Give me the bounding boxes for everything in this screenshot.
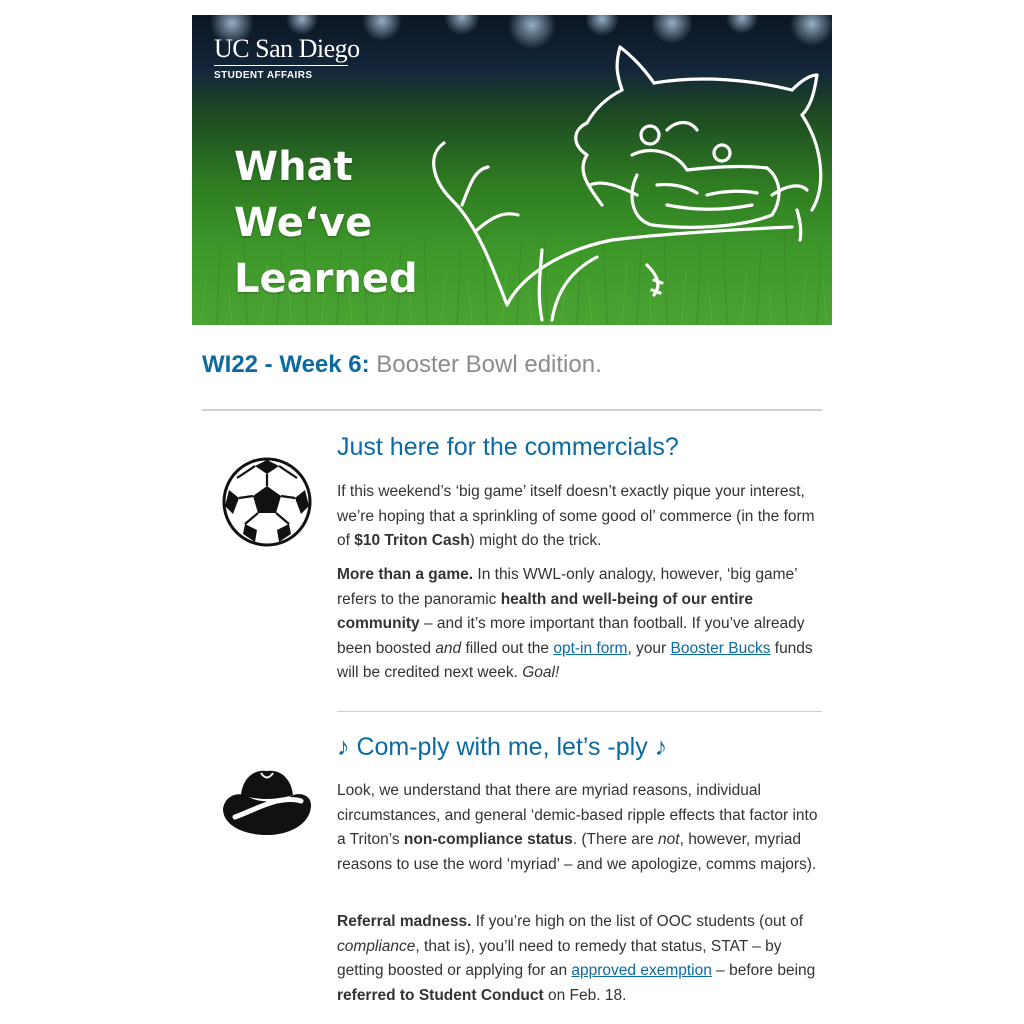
text: If this weekend’s ‘big game’ itself doesn’t exactly pique your interest, we’re hoping that a sprinkling of some good ol’ commerce (in the form of <box>337 483 815 549</box>
section-compliance-paragraph-2 <box>337 910 823 1008</box>
divider <box>337 711 822 712</box>
text: , that is), you’ll need to remedy that status, STAT – by getting boosted or applying for an <box>337 937 782 979</box>
emphasis: non-compliance status <box>403 831 573 848</box>
emphasis: Goal! <box>522 664 560 681</box>
lead-in: More than a game. <box>337 566 474 583</box>
issue-headline <box>202 351 602 379</box>
text: – before being <box>711 962 816 979</box>
email-body <box>192 15 832 1004</box>
text: on Feb. 18. <box>543 986 627 1004</box>
fedora-hat-icon <box>221 765 313 837</box>
section-commercials-paragraph-1 <box>337 480 823 554</box>
soccer-ball-icon <box>221 456 313 548</box>
approved-exemption-link[interactable]: approved exemption <box>571 962 712 979</box>
emphasis: not <box>658 831 680 848</box>
text: Look, we understand that there are myriad reasons, individual circumstances, and general ‘demic-based ripple effects that factor into a Triton’s <box>337 782 818 848</box>
hero-title: What We‘ve Learned <box>234 144 418 302</box>
text: ) might do the trick. <box>469 532 602 549</box>
logo-wordmark: UC San Diego <box>214 34 360 63</box>
text: , however, myriad reasons to use the word ‘myriad’ – and we apologize, comms majors). <box>337 831 817 873</box>
section-compliance-paragraph-1 <box>337 779 823 877</box>
issue-subtitle: Booster Bowl edition. <box>376 351 602 378</box>
opt-in-form-link[interactable]: opt-in form <box>553 639 628 657</box>
section-title-commercials: Just here for the commercials? <box>337 433 679 461</box>
uc-san-diego-logo[interactable] <box>214 35 360 81</box>
divider <box>202 409 822 411</box>
logo-rule <box>214 65 348 66</box>
section-commercials-paragraph-2 <box>337 563 823 686</box>
issue-label: WI22 - Week 6: <box>202 351 370 378</box>
text: , your <box>627 639 671 657</box>
text: funds will be credited next week. <box>337 639 813 681</box>
emphasis: and <box>435 639 462 657</box>
text: – and it’s more important than football. If you’ve already been boosted <box>337 615 805 657</box>
emphasis: referred to Student Conduct <box>337 986 544 1004</box>
lead-in: Referral madness. <box>337 913 472 930</box>
text: filled out the <box>461 639 554 657</box>
booster-bucks-link[interactable]: Booster Bucks <box>670 639 771 657</box>
text: In this WWL-only analogy, however, ‘big game’ refers to the panoramic <box>337 566 798 608</box>
emphasis: health and well-being of our entire community <box>337 590 754 632</box>
masked-triton-mascot-illustration <box>422 35 832 325</box>
triton-cash-amount: $10 Triton Cash <box>354 532 470 549</box>
emphasis: compliance <box>337 937 416 955</box>
logo-subtitle: STUDENT AFFAIRS <box>214 70 313 81</box>
hero-banner <box>192 15 832 325</box>
section-title-compliance: ♪ Com-ply with me, let’s -ply ♪ <box>337 733 668 761</box>
text: . (There are <box>572 831 659 848</box>
text: If you’re high on the list of OOC students (out of <box>471 913 804 930</box>
